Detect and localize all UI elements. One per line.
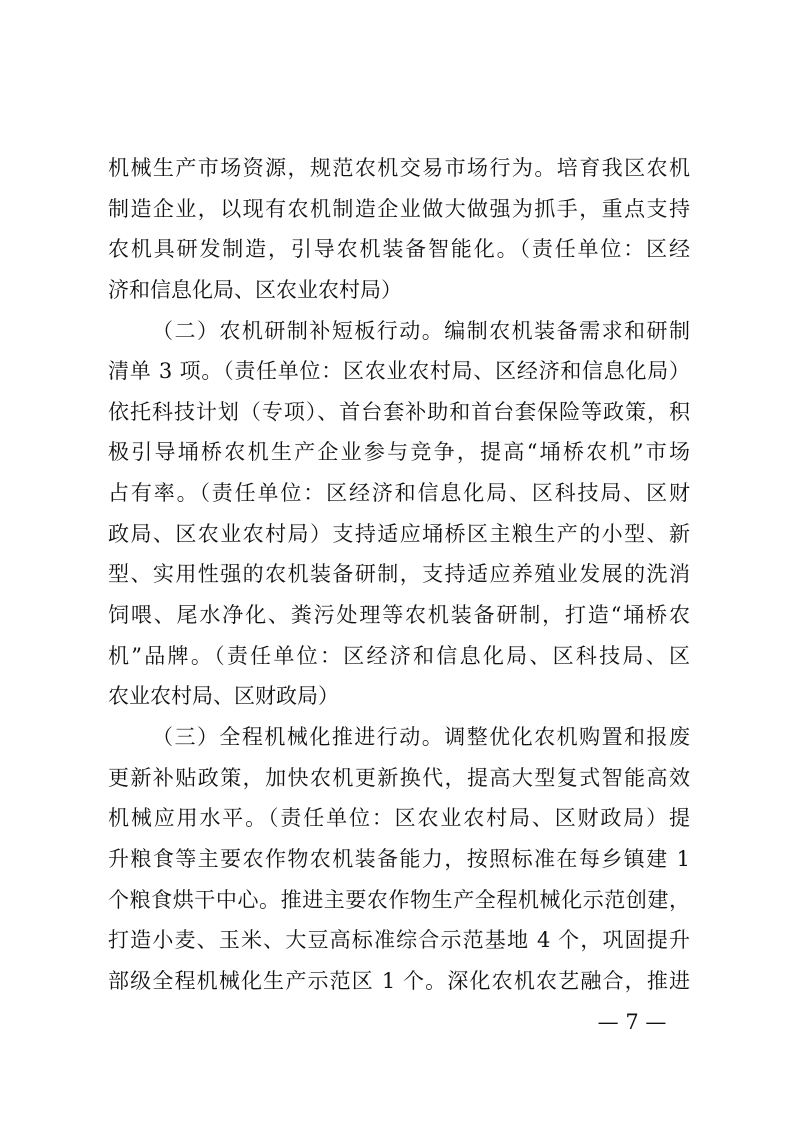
text-line: 农机具研发制造，引导农机装备智能化。（责任单位：区经	[108, 237, 690, 262]
text-line: 打造小麦、玉米、大豆高标准综合示范基地 4 个，巩固提升	[108, 928, 690, 953]
paragraph-3	[108, 717, 690, 1001]
text-line: 制造企业，以现有农机制造企业做大做强为抓手，重点支持	[108, 196, 690, 221]
text-line: 型、实用性强的农机装备研制，支持适应养殖业发展的洗消	[108, 562, 690, 587]
paragraph-2	[108, 311, 690, 717]
section-heading-line: （三）全程机械化推进行动。调整优化农机购置和报废	[152, 724, 690, 749]
text-line: 机械应用水平。（责任单位：区农业农村局、区财政局）提	[108, 806, 690, 831]
section-heading-line: （二）农机研制补短板行动。编制农机装备需求和研制	[152, 318, 690, 343]
page-number: — 7 —	[597, 1010, 667, 1034]
text-line: 机”品牌。（责任单位：区经济和信息化局、区科技局、区	[108, 643, 690, 668]
text-line: 清单 3 项。（责任单位：区农业农村局、区经济和信息化局）	[108, 359, 690, 384]
text-line: 个粮食烘干中心。推进主要农作物生产全程机械化示范创建，	[108, 887, 690, 912]
text-line: 升粮食等主要农作物农机装备能力，按照标准在每乡镇建 1	[108, 846, 690, 871]
body-text	[108, 148, 690, 1001]
text-line: 政局、区农业农村局）支持适应埇桥区主粮生产的小型、新	[108, 521, 690, 546]
paragraph-1	[108, 148, 690, 311]
text-line: 依托科技计划（专项）、首台套补助和首台套保险等政策，积	[108, 399, 690, 424]
text-line: 饲喂、尾水净化、粪污处理等农机装备研制，打造“埇桥农	[108, 603, 690, 628]
text-line: 部级全程机械化生产示范区 1 个。深化农机农艺融合，推进	[108, 968, 690, 993]
text-line: 济和信息化局、区农业农村局）	[108, 277, 402, 302]
text-line: 机械生产市场资源，规范农机交易市场行为。培育我区农机	[108, 156, 690, 180]
text-line: 农业农村局、区财政局）	[108, 684, 339, 709]
text-line: 更新补贴政策，加快农机更新换代，提高大型复式智能高效	[108, 765, 690, 790]
text-line: 极引导埇桥农机生产企业参与竞争，提高“埇桥农机”市场	[108, 440, 690, 465]
text-line: 占有率。（责任单位：区经济和信息化局、区科技局、区财	[108, 481, 690, 506]
